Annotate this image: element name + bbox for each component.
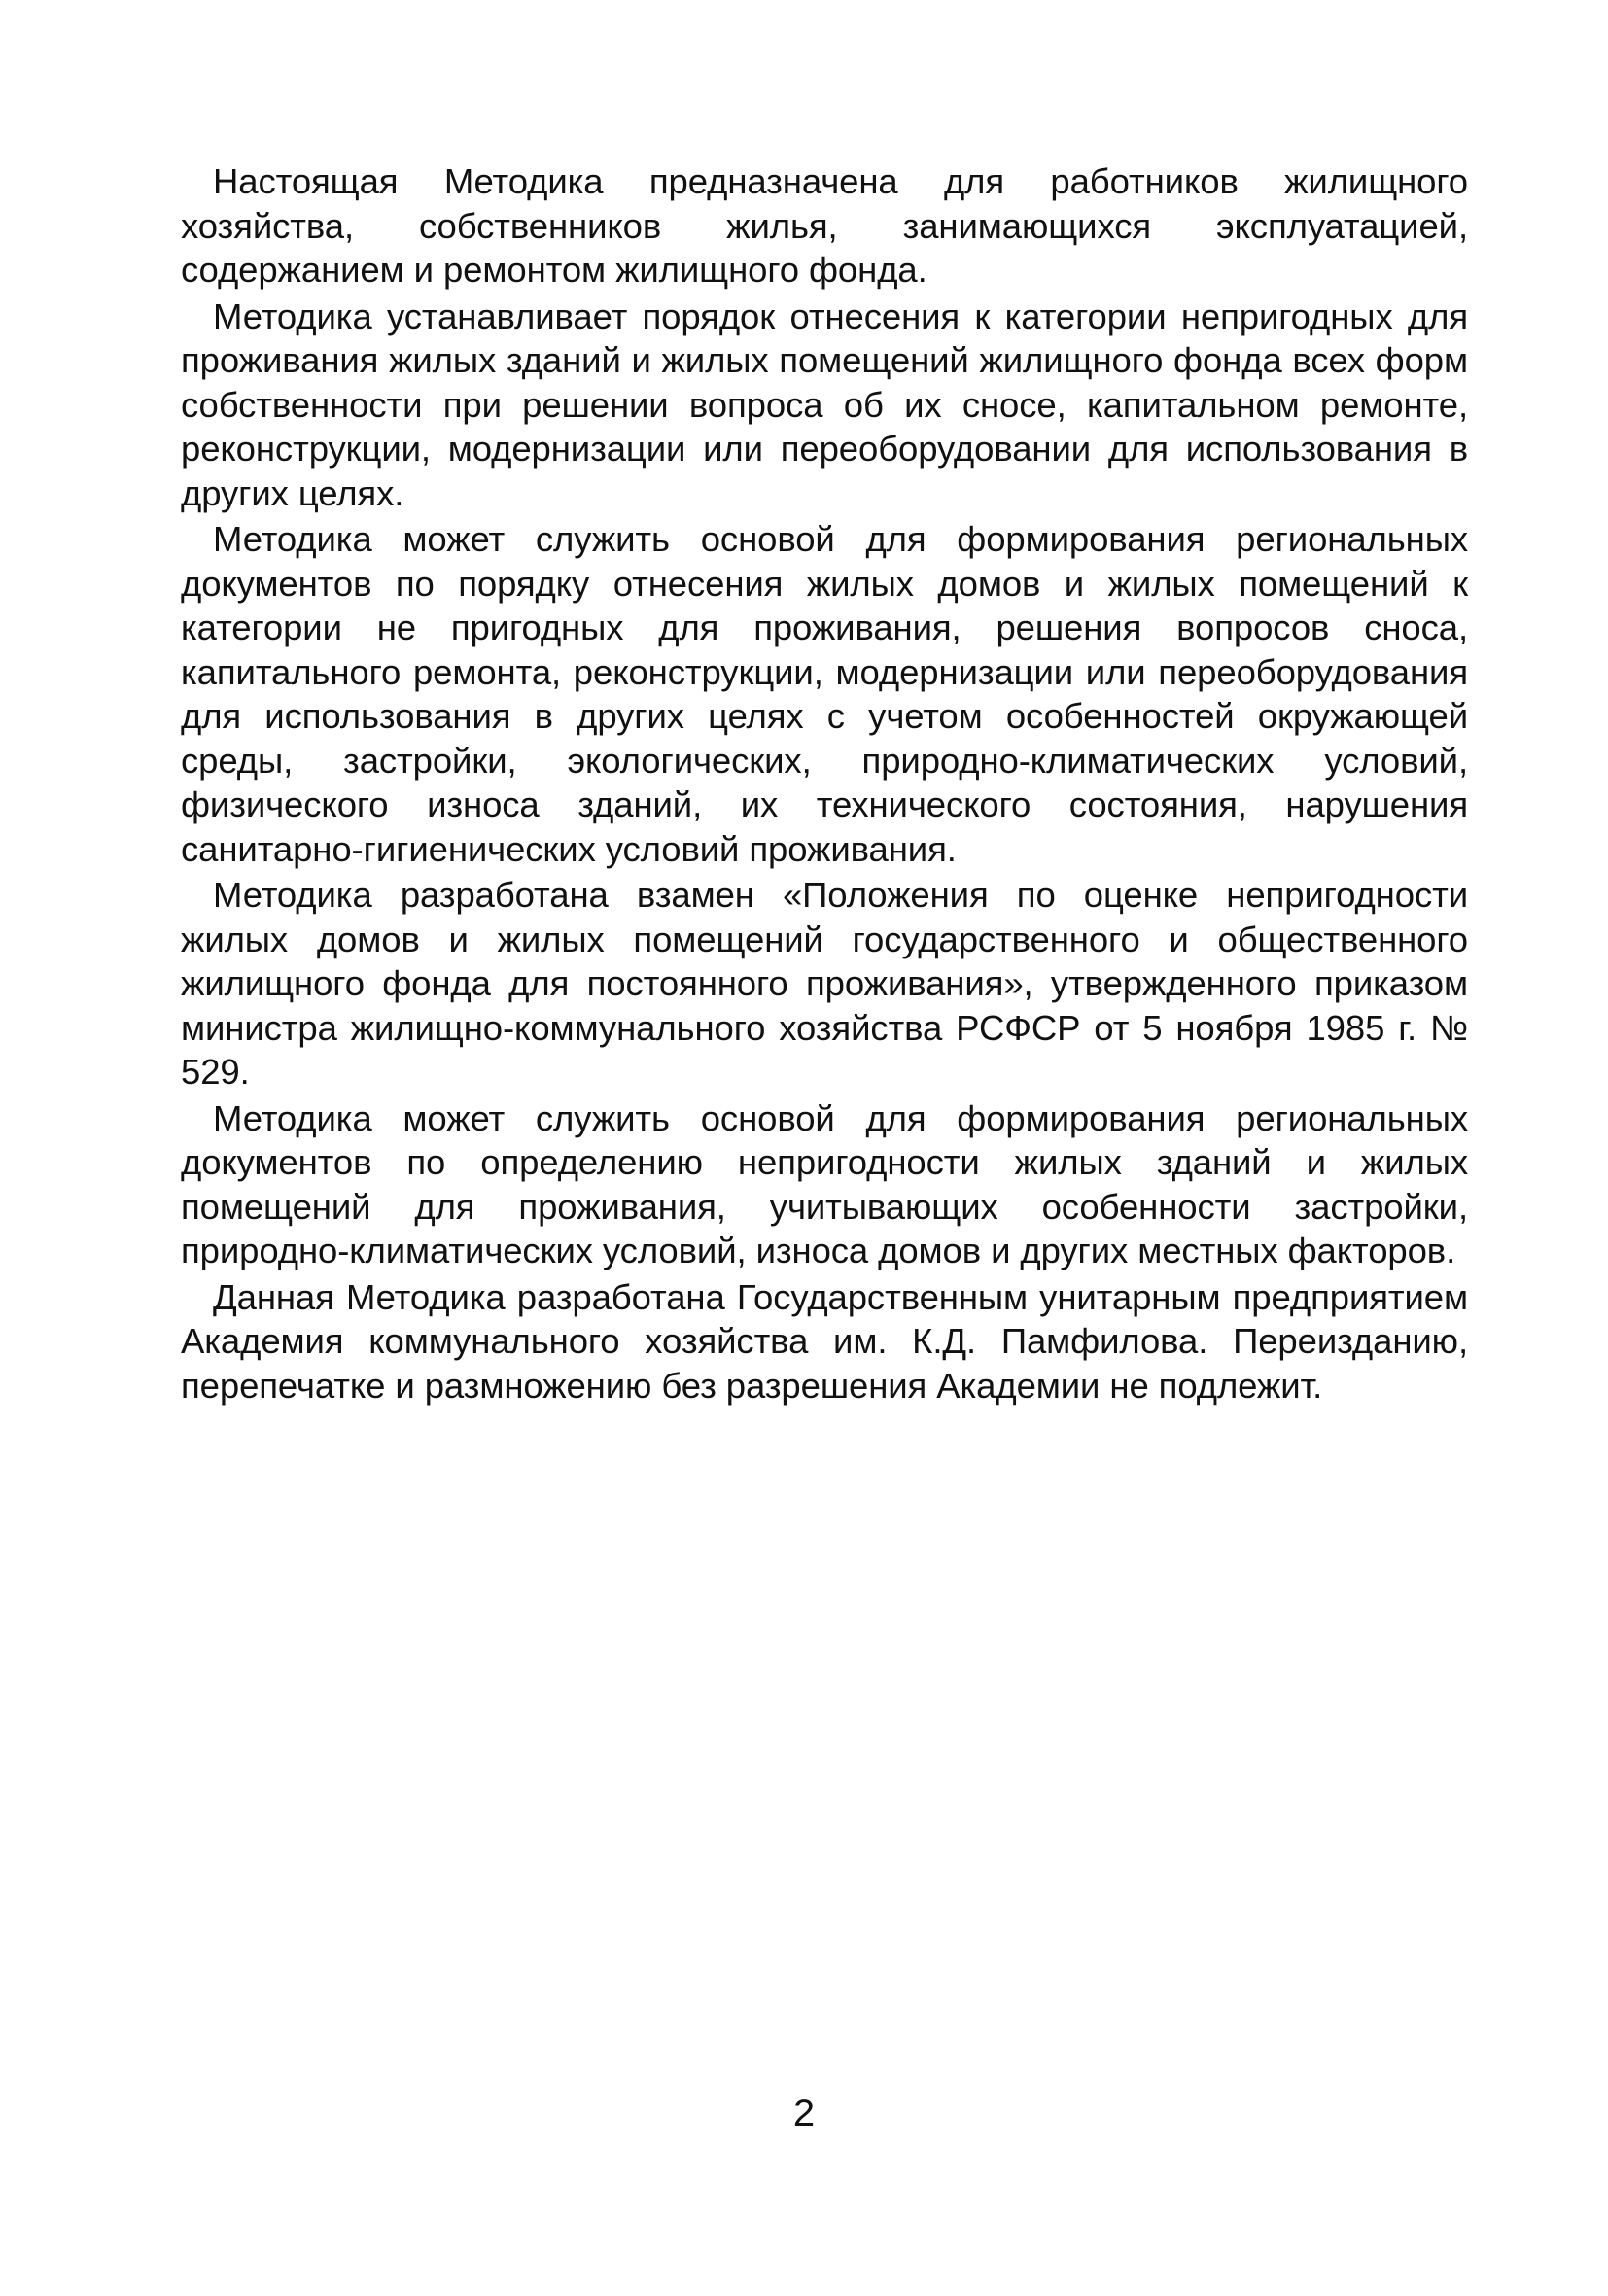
paragraph-5: Методика может служить основой для формирования региональных документов по определению непригодности жилых зданий и жилых помещений для проживания, учитывающих особенности застройки, природно-климатических условий, износа домов и других местных факторов. [181,1097,1468,1270]
paragraph-4: Методика разработана взамен «Положения по оценке непригодности жилых домов и жилых помещений государственного и общественного жилищного фонда для постоянного проживания», утвержденного приказом министра жилищно-коммунального хозяйства РСФСР от 5 ноября 1985 г. № 529. [181,875,1468,1092]
body-text [181,159,1468,1409]
paragraph-3: Методика может служить основой для формирования региональных документов по порядку отнесения жилых домов и жилых помещений к категории не пригодных для проживания, решения вопросов сноса, капитального ремонта, реконструкции, модернизации или переоборудования для использования в других целях с учетом особенностей окружающей среды, застройки, экологических, природно-климатических условий, физического износа зданий, их технического состояния, нарушения санитарно-гигиенических условий проживания. [181,519,1468,869]
paragraph-6: Данная Методика разработана Государственным унитарным предприятием Академия коммунального хозяйства им. К.Д. Памфилова. Переизданию, перепечатке и размножению без разрешения Академии не подлежит. [181,1276,1468,1406]
paragraph-2: Методика устанавливает порядок отнесения к категории непригодных для проживания жилых зданий и жилых помещений жилищного фонда всех форм собственности при решении вопроса об их сносе, капитальном ремонте, реконструкции, модернизации или переоборудовании для использования в других целях. [181,296,1468,513]
paragraph-1: Настоящая Методика предназначена для работников жилищного хозяйства, собственников жилья, занимающихся эксплуатацией, содержанием и ремонтом жилищного фонда. [181,161,1468,290]
page-number: 2 [792,2092,816,2135]
